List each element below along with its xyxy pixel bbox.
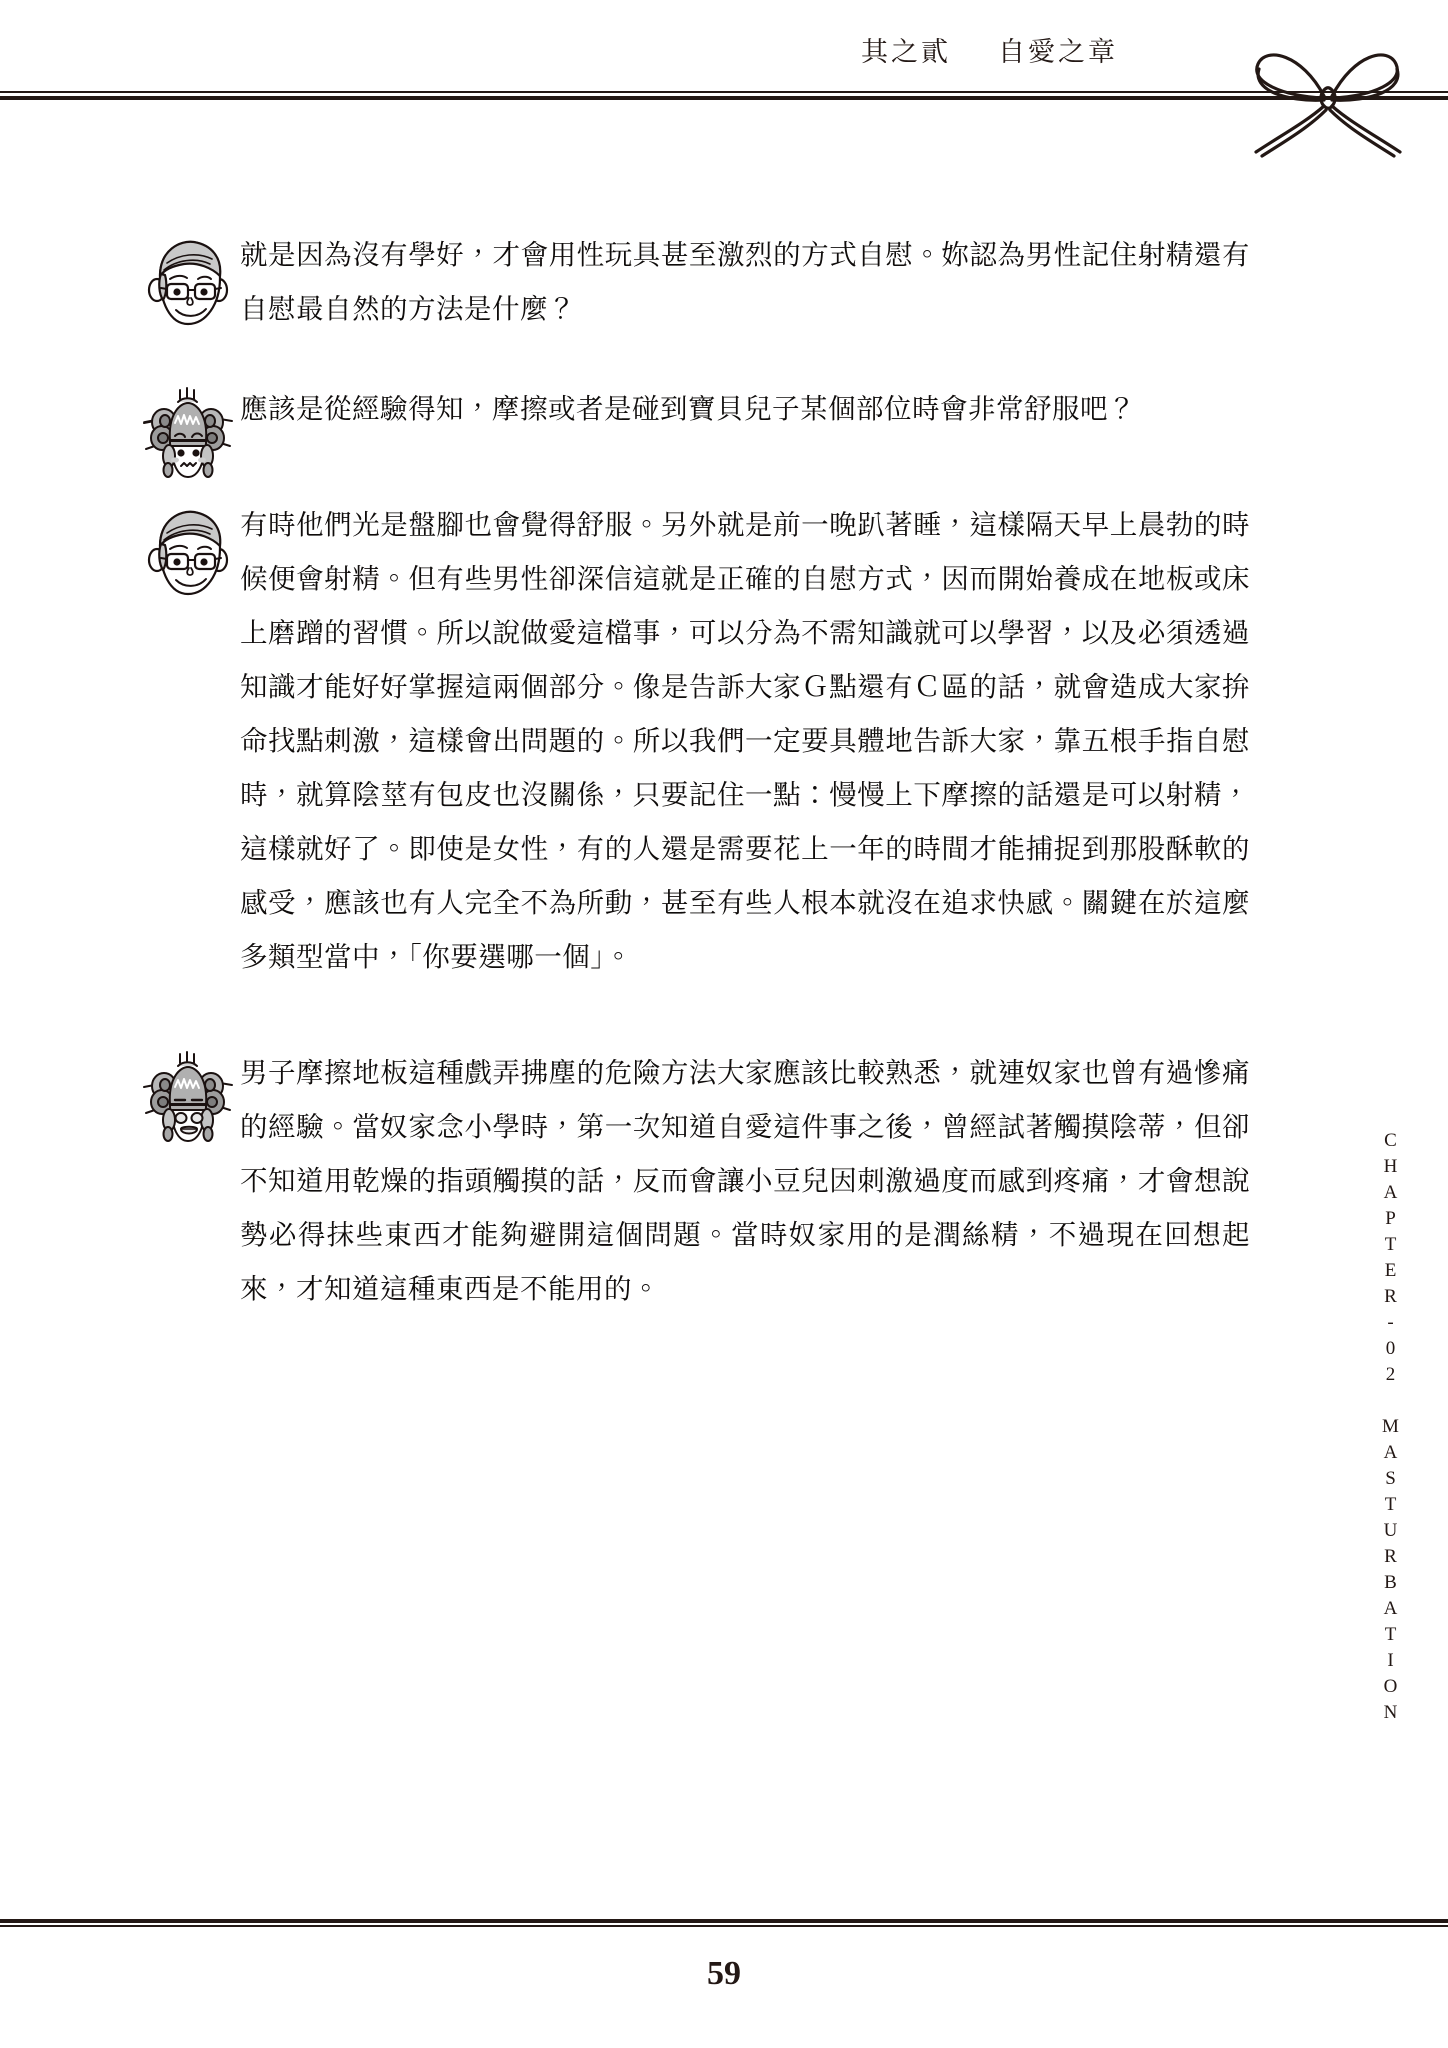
block-spacer	[140, 464, 1250, 498]
header-rule-thick-line	[0, 96, 1448, 100]
man-with-glasses-avatar	[140, 232, 236, 336]
page-body-content	[140, 228, 1250, 1344]
dialogue-text: 就是因為沒有學好，才會用性玩具甚至激烈的方式自慰。妳認為男性記住射精還有自慰最自然的方法是什麼？	[240, 239, 1250, 324]
block-spacer	[140, 364, 1250, 382]
footer-divider-rule	[0, 1919, 1448, 1928]
man-with-glasses-avatar	[140, 502, 236, 606]
page-number: 59	[707, 1955, 741, 1992]
header-chapter-title: 自愛之章	[998, 37, 1118, 67]
dialogue-block	[140, 382, 1250, 436]
woman-oiran-wink-avatar	[140, 386, 236, 490]
dialogue-text: 應該是從經驗得知，摩擦或者是碰到寶貝兒子某個部位時會非常舒服吧？	[240, 393, 1136, 424]
dialogue-text: 男子摩擦地板這種戲弄拂塵的危險方法大家應該比較熟悉，就連奴家也曾有過慘痛的經驗。當奴家念小學時，第一次知道自愛這件事之後，曾經試著觸摸陰蒂，但卻不知道用乾燥的指頭觸摸的話，反而會讓小豆兒因刺激過度而感到疼痛，才會想說勢必得抹些東西才能夠避開這個問題。當時奴家用的是潤絲精，不過現在回想起來，才知道這種東西是不能用的。	[240, 1057, 1250, 1304]
header-chapter-label: 其之貳	[860, 37, 951, 67]
footer-rule-thin-line	[0, 1925, 1448, 1927]
header-rule-thin-line	[0, 91, 1448, 93]
dialogue-block	[140, 228, 1250, 336]
mizuhiki-bow-icon	[1236, 40, 1426, 165]
dialogue-text: 有時他們光是盤腳也會覺得舒服。另外就是前一晚趴著睡，這樣隔天早上晨勃的時候便會射精。但有些男性卻深信這就是正確的自慰方式，因而開始養成在地板或床上磨蹭的習慣。所以說做愛這檔事，可以分為不需知識就可以學習，以及必須透過知識才能好好掌握這兩個部分。像是告訴大家Ｇ點還有Ｃ區的話，就會造成大家拚命找點刺激，這樣會出問題的。所以我們一定要具體地告訴大家，靠五根手指自慰時，就算陰莖有包皮也沒關係，只要記住一點：慢慢上下摩擦的話還是可以射精，這樣就好了。即使是女性，有的人還是需要花上一年的時間才能捕捉到那股酥軟的感受，應該也有人完全不為所動，甚至有些人根本就沒在追求快感。關鍵在於這麼多類型當中，「你要選哪一個」。	[240, 509, 1250, 972]
footer-rule-thick-line	[0, 1919, 1448, 1923]
header-divider-rule	[0, 91, 1448, 100]
dialogue-block	[140, 498, 1250, 984]
header-chapter-heading	[861, 30, 1118, 69]
woman-oiran-shocked-avatar	[140, 1050, 236, 1154]
page-header	[0, 0, 1448, 130]
side-running-head: CHAPTER-02 MASTURBATION	[1380, 1130, 1401, 1728]
dialogue-block	[140, 1046, 1250, 1316]
block-spacer	[140, 1012, 1250, 1046]
